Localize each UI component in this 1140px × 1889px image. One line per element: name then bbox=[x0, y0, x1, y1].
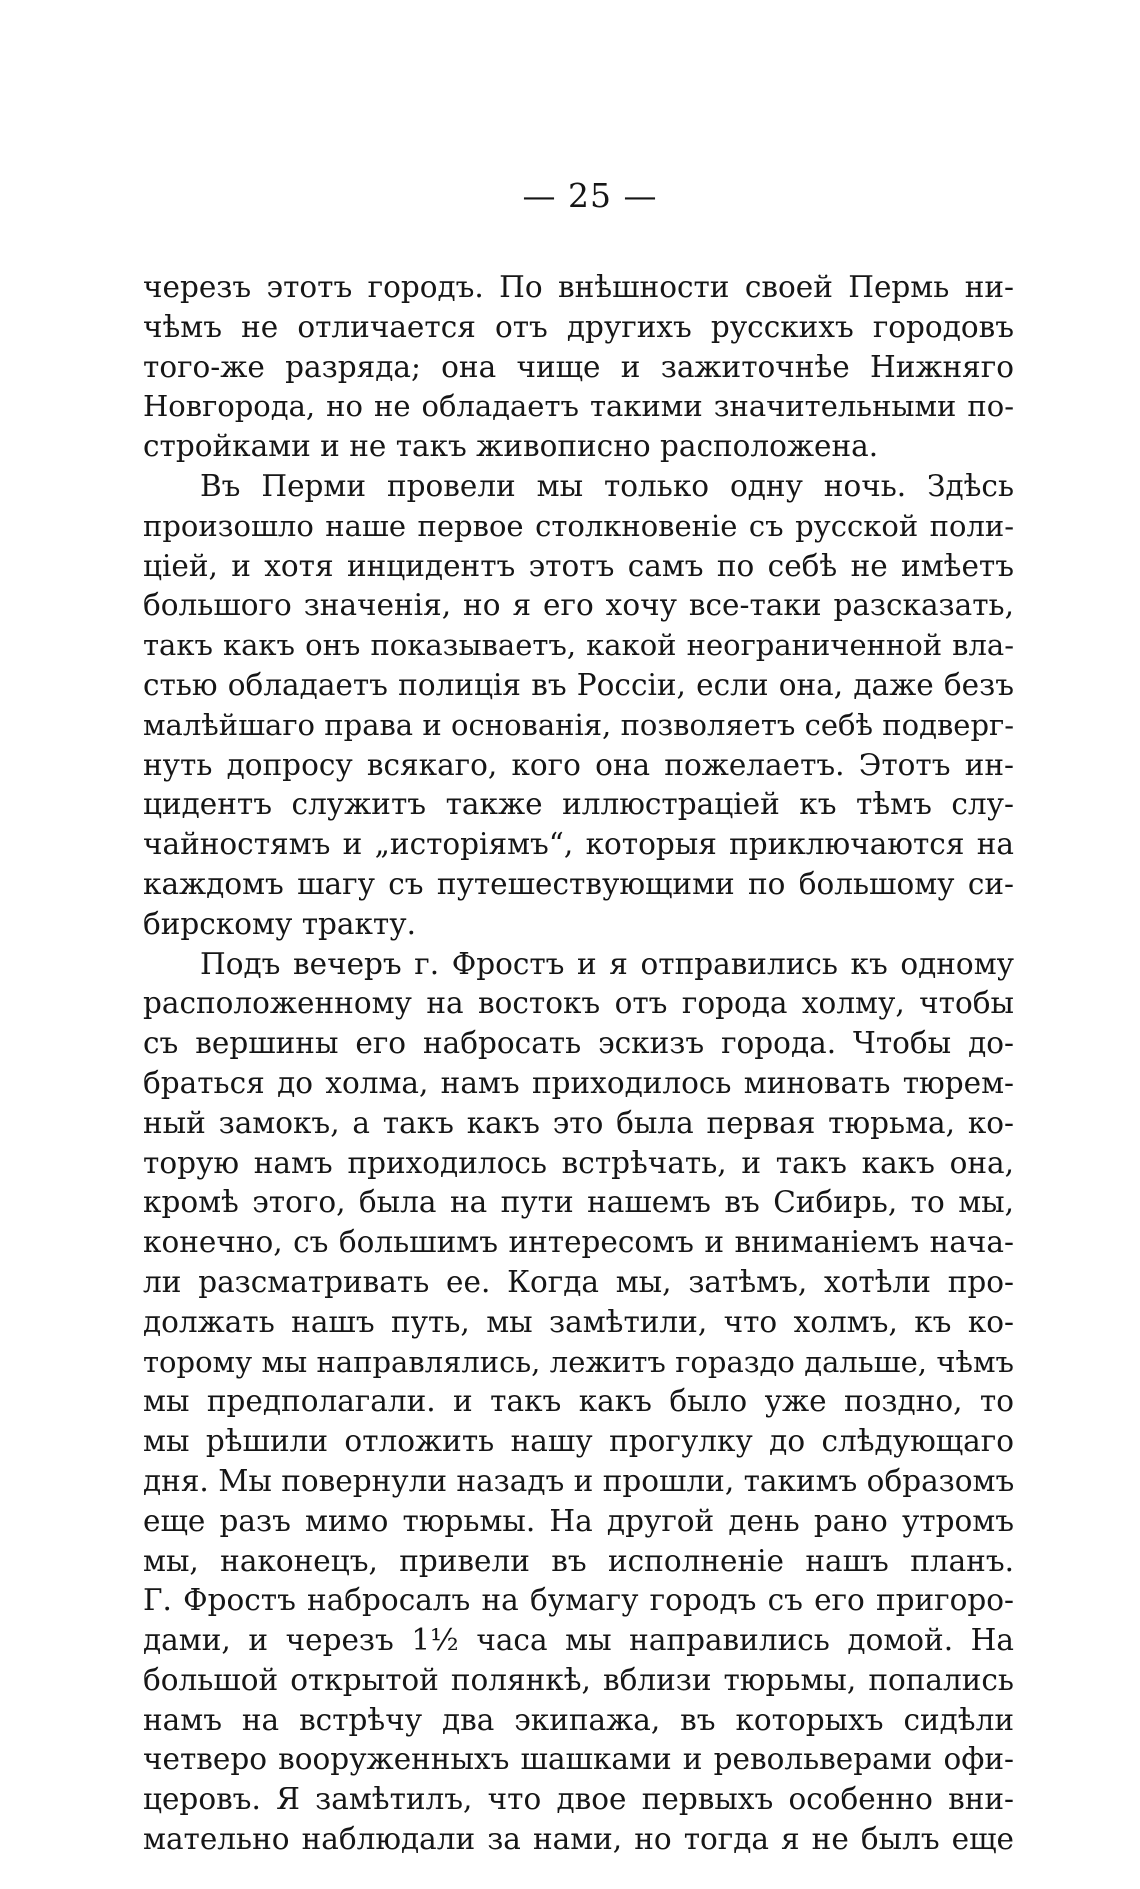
text-line: ціей, и хотя инцидентъ этотъ самъ по себѣ не имѣетъ bbox=[143, 548, 1014, 583]
text-line: такъ какъ онъ показываетъ, какой неограниченной вла- bbox=[143, 628, 1014, 663]
text-line: каждомъ шагу съ путешествующими по большому си- bbox=[143, 866, 1014, 901]
text-line: намъ на встрѣчу два экипажа, въ которыхъ сидѣли bbox=[143, 1702, 1014, 1737]
text-line: мы, наконецъ, привели въ исполненіе нашъ планъ. bbox=[143, 1543, 1014, 1578]
text-line: цидентъ служитъ также иллюстраціей къ тѣмъ слу- bbox=[143, 787, 1014, 822]
text-line: ный замокъ, а такъ какъ это была первая тюрьма, ко- bbox=[143, 1105, 1014, 1140]
text-line: должать нашъ путь, мы замѣтили, что холмъ, къ ко- bbox=[143, 1304, 1014, 1339]
text-line: мы рѣшили отложить нашу прогулку до слѣдующаго bbox=[143, 1424, 1014, 1459]
text-line: черезъ этотъ городъ. По внѣшности своей Пермь ни- bbox=[143, 270, 1014, 304]
text-line: нуть допросу всякаго, кого она пожелаетъ. Этотъ ин- bbox=[143, 747, 1014, 782]
text-line: дня. Мы повернули назадъ и прошли, такимъ образомъ bbox=[143, 1463, 1015, 1498]
text-line: чѣмъ не отличается отъ другихъ русскихъ городовъ bbox=[143, 309, 1014, 344]
text-line: Подъ вечеръ г. Фростъ и я отправились къ одному bbox=[200, 946, 1014, 981]
text-line: ли разсматривать ее. Когда мы, затѣмъ, хотѣли про- bbox=[143, 1264, 1014, 1299]
text-line: чайностямъ и „исторіямъ“, которыя приключаются на bbox=[143, 827, 1014, 862]
text-line: большой открытой полянкѣ, вблизи тюрьмы, попались bbox=[143, 1662, 1014, 1697]
text-line: мательно наблюдали за нами, но тогда я не былъ еще bbox=[143, 1822, 1014, 1857]
page-number: — 25 — bbox=[522, 176, 658, 215]
text-line: того-же разряда; она чище и зажиточнѣе Нижняго bbox=[143, 349, 1014, 384]
text-line: дами, и черезъ 1½ часа мы направились домой. На bbox=[143, 1623, 1014, 1658]
text-line: кромѣ этого, была на пути нашемъ въ Сибирь, то мы, bbox=[143, 1185, 1014, 1220]
text-line: бирскому тракту. bbox=[143, 906, 416, 941]
text-line: мы предполагали. и такъ какъ было уже поздно, то bbox=[143, 1384, 1014, 1419]
text-line: произошло наше первое столкновеніе съ русской поли- bbox=[143, 508, 1014, 543]
text-line: торому мы направлялись, лежитъ гораздо дальше, чѣмъ bbox=[143, 1344, 1014, 1379]
text-line: торую намъ приходилось встрѣчать, и такъ какъ она, bbox=[143, 1145, 1014, 1180]
text-line: расположенному на востокъ отъ города холму, чтобы bbox=[143, 986, 1014, 1021]
text-line: Въ Перми провели мы только одну ночь. Здѣсь bbox=[200, 468, 1014, 503]
text-line: еще разъ мимо тюрьмы. На другой день рано утромъ bbox=[143, 1503, 1014, 1538]
text-line: церовъ. Я замѣтилъ, что двое первыхъ особенно вни- bbox=[143, 1782, 1014, 1817]
text-line: Новгорода, но не обладаетъ такими значительными по- bbox=[143, 389, 1014, 424]
text-line: конечно, съ большимъ интересомъ и вниманіемъ нача- bbox=[143, 1225, 1014, 1260]
text-line: съ вершины его набросать эскизъ города. Чтобы до- bbox=[143, 1026, 1014, 1061]
text-line: малѣйшаго права и основанія, позволяетъ себѣ подверг- bbox=[143, 707, 1014, 742]
text-line: Г. Фростъ набросалъ на бумагу городъ съ его пригоро- bbox=[143, 1583, 1014, 1618]
text-line: браться до холма, намъ приходилось миновать тюрем- bbox=[143, 1065, 1014, 1100]
text-line: четверо вооруженныхъ шашками и револьверами офи- bbox=[143, 1742, 1014, 1777]
text-line: стройками и не такъ живописно расположена. bbox=[143, 429, 879, 464]
body-text bbox=[143, 268, 1014, 1860]
text-line: большого значенія, но я его хочу все-таки разсказать, bbox=[143, 588, 1014, 623]
text-line: стью обладаетъ полиція въ Россіи, если она, даже безъ bbox=[143, 667, 1014, 702]
